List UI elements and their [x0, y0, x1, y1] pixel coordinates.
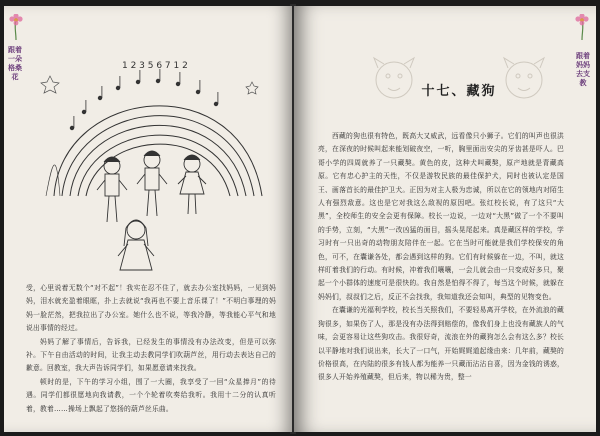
chapter-title: 十七、藏狗: [421, 84, 497, 99]
side-label: 跟着一朵格桑花: [8, 46, 22, 81]
child-drawing-rainbow-music: [32, 46, 282, 282]
side-label: 跟着妈妈去支教: [576, 52, 590, 87]
left-page-text: [26, 282, 276, 416]
chapter-header: [364, 50, 554, 120]
right-page-text: [318, 130, 564, 385]
paragraph: 顿时的是，下午的学习小组，围了一大圈，我享受了一回“众星捧月”的待遇。同学们都很愿地向我请教，一个个轮着吹奏给我听。我用十二分的认真听着，教着……操场上飘起了悠扬的葫芦丝乐曲。: [26, 377, 276, 413]
right-page: [294, 6, 596, 432]
paragraph: 受，心里说着无数个“对不起”！我实在忍不住了，就去办公室找妈妈，一见到妈妈，泪水就充盈着眼眶，扑上去就说“我再也不要上音乐课了！”不明白事理的妈妈一脸茫然，把我拉出了办公室。她什么也不说，等我冷静，等我能心平气和地说出事情的经过。: [26, 284, 276, 333]
paragraph: 妈妈了解了事情后，告诉我，已经发生的事情没有办法改变，但是可以弥补。下午自由活动的时间，让我主动去教同学们吹葫芦丝，用行动去表达自己的歉意。回教室，我大声告诉同学们，如果愿意请来找我。: [26, 337, 276, 373]
flower-icon: [572, 14, 592, 40]
left-page: [4, 6, 292, 432]
svg-text:1 2 3 5 6 7 1 2: 1 2 3 5 6 7 1 2: [122, 61, 188, 71]
flower-icon: [6, 14, 26, 40]
paragraph: 在囊谦的光福利学校，校长当关照我们，不要轻易离开学校，在外流浪的藏狗很多，如果伤了人，那是没有办法得到赔偿的，像我们身上也没有藏族人的气味，会更容易让这些狗攻击。我很好奇，流浪在外的藏狗怎么会有这么多？校长以平静地对我们说出来，长大了一口气，开始娓娓道起缘由来：几年前，藏獒的价格很高，在内陆的很多有钱人都为能养一只藏而沾沾自喜，因为金钱的诱惑，很多人开始养殖藏獒，但后来，物以稀为贵，整一: [318, 306, 564, 382]
paragraph: 西藏的狗也很有特色，既高大又威武，远看像只小狮子。它们的叫声也很洪亮，在深夜的时候叫起来能划破夜空，一听，胸里面出安尖的牙齿甚是吓人。巴哥小学的四周就养了一只藏獒。黄色的皮，这种犬叫藏獒，原产地就是青藏高原。它有忠心护主的天性，不仅是游牧民族的最佳保护犬，同时也被认定是国王、画落首长的最佳护卫犬。正因为对主人极为忠诚，所以在它的领地内对陌生人有强烈敌意。这也是它对我这么敌视的原因吧。张红校长说，有了这只“大黑”，全校师生的安全会更有保障。校长一边说，一边对“大黑”做了一个不要叫的手势，立刻，“大黑”一改凶猛的面目，摇头晃尾起来。真是藏区样的学校，学习时有一只出奇的动物朋友陪伴在一起。它在当时可能就是我们学校保安的角色，可不，在囊谦各处，都会遇到这样的狗。它们有时候躲在一边，不叫，就这样盯着我们的行动。有时候，冲着我们嚷嚷，一会儿就会由一只变成好多只，聚起一个小群体的速度可是很快的。我自然是怕得不得了，每当这个时候，就躲在妈妈们，叔叔们之后，反正不会找我，我知道我还会知叫，典型的见物变色。: [318, 132, 564, 301]
